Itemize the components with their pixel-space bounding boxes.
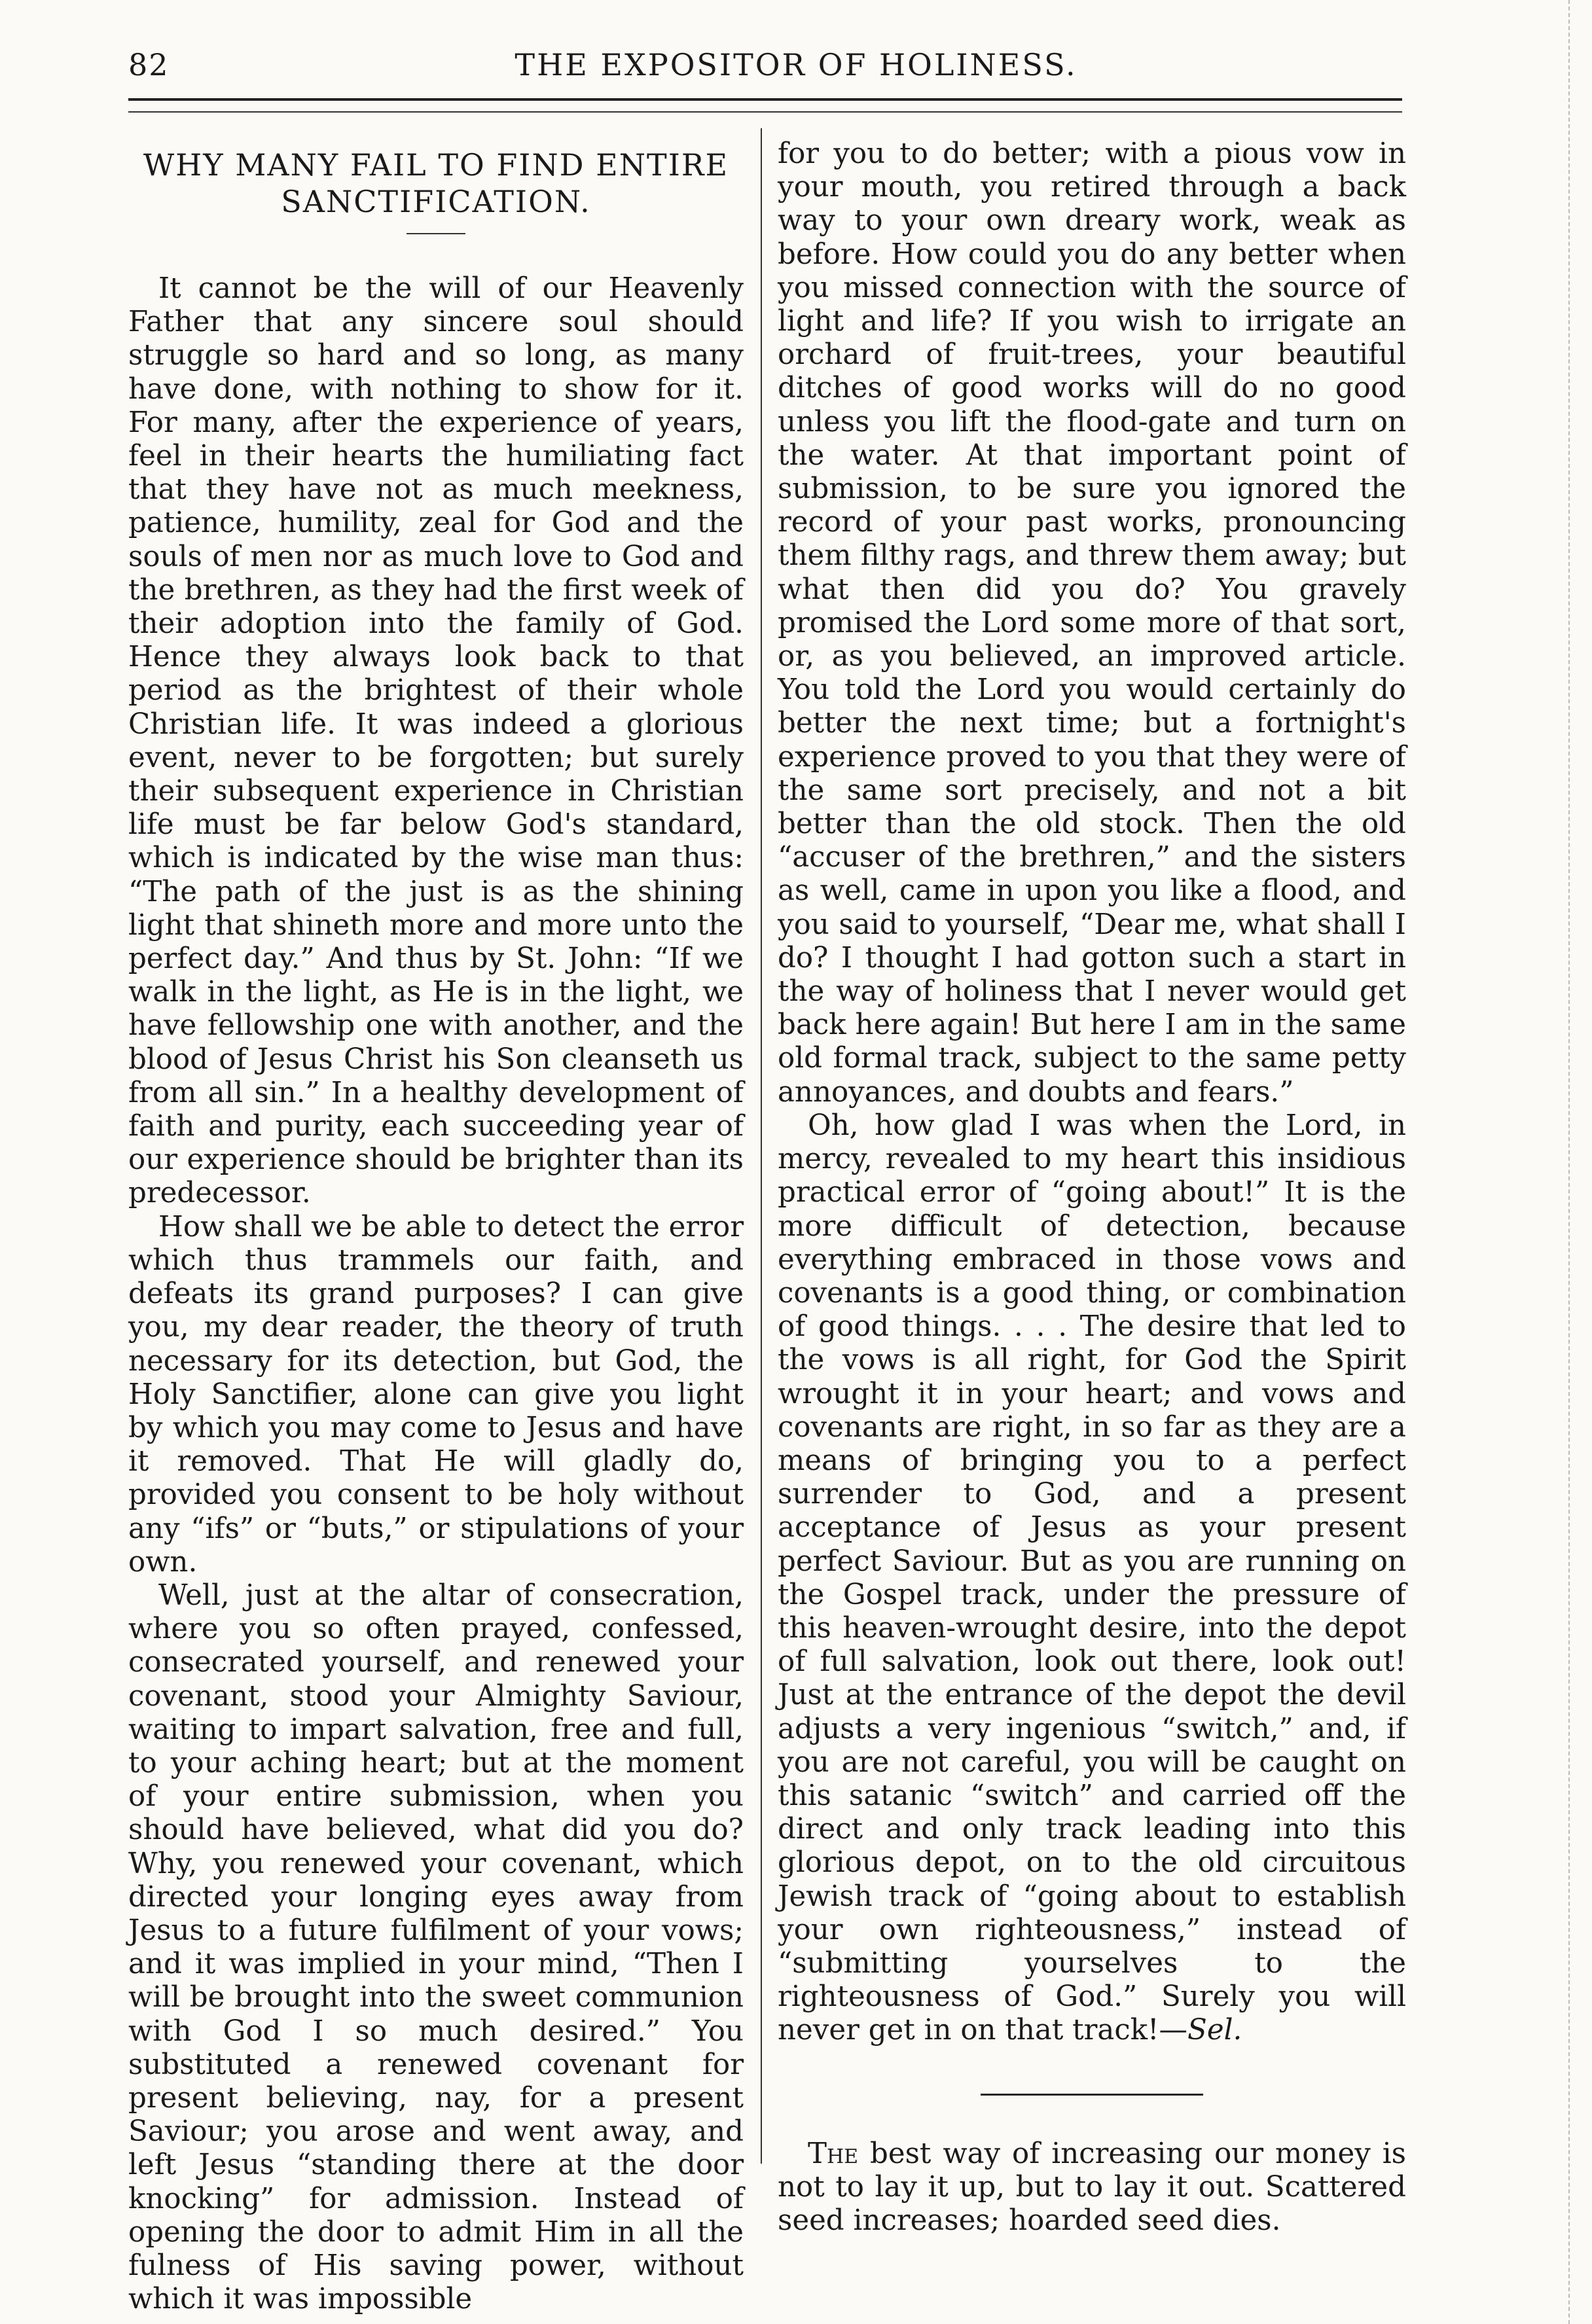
- article-paragraph: [778, 1109, 1406, 2048]
- article-paragraph-text: Oh, how glad I was when the Lord, in mercy, revealed to my heart this insidious practical error of “going about!” It is the more difficult of detection, because everything embraced in those vows and covenants is a good thing, or combination of good things. . . . The desire that led to the vows is all right, for God the Spirit wrought it in your heart; and vows and covenants are right, in so far as they are a means of bringing you to a perfect surrender to God, and a present acceptance of Jesus as your present perfect Saviour. But as you are running on the Gospel track, under the pressure of this heaven-wrought desire, into the depot of full salvation, look out there, look out! Just at the entrance of the depot the devil adjusts a very ingenious “switch,” and, if you are not careful, you will be caught on this satanic “switch” and carried off the direct and only track leading into this glorious depot, on to the old circuitous Jewish track of “going about to establish your own righteousness,” instead of “submitting yourselves to the righteousness of God.” Surely you will never get in on that track!—: [778, 1109, 1406, 2047]
- section-separator: [981, 2094, 1203, 2096]
- column-divider: [761, 128, 762, 2164]
- left-column: [128, 137, 744, 2316]
- article-paragraph: Well, just at the altar of consecration, where you so often prayed, confessed, consecrated yourself, and renewed your covenant, stood your Almighty Saviour, waiting to impart salvation, free and full, to your aching heart; but at the moment of your entire submission, when you should have believed, what did you do? Why, you renewed your covenant, which directed your longing eyes away from Jesus to a future fulfilment of your vows; and it was implied in your mind, “Then I will be brought into the sweet communion with God I so much desired.” You substituted a renewed covenant for present believing, nay, for a present Saviour; you arose and went away, and left Jesus “standing there at the door knocking” for admission. Instead of opening the door to admit Him in all the fulness of His saving power, without which it was impossible: [128, 1579, 744, 2316]
- page-number: 82: [128, 47, 170, 82]
- article-paragraph: How shall we be able to detect the error which thus trammels our faith, and defeats its grand purposes? I can give you, my dear reader, the theory of truth necessary for its detection, but God, the Holy Sanctifier, alone can give you light by which you may come to Jesus and have it removed. That He will gladly do, provided you consent to be holy without any “ifs” or “buts,” or stipulations of your own.: [128, 1210, 744, 1579]
- journal-title: THE EXPOSITOR OF HOLINESS.: [515, 47, 1077, 82]
- header-rule-thin: [128, 111, 1402, 113]
- title-rule: [407, 233, 465, 234]
- filler-text: best way of increasing our money is not to lay it up, but to lay it out. Scattered seed increases; hoarded seed dies.: [778, 2137, 1406, 2237]
- header-rule: [128, 98, 1402, 101]
- article-signature: Sel.: [1187, 2014, 1242, 2047]
- article-title-line2: SANCTIFICATION.: [281, 184, 591, 219]
- article-title: [128, 147, 744, 220]
- filler-lead-word: The: [808, 2137, 859, 2170]
- page-edge: [1568, 0, 1572, 2324]
- article-paragraph-continued: for you to do better; with a pious vow in your mouth, you retired through a back way to your own dreary work, weak as before. How could you do any better when you missed connection with the source of light and life? If you wish to irrigate an orchard of fruit-trees, your beautiful ditches of good works will do no good unless you lift the flood-gate and turn on the water. At that important point of submission, to be sure you ignored the record of your past works, pronouncing them filthy rags, and threw them away; but what then did you do? You gravely promised the Lord some more of that sort, or, as you believed, an improved article. You told the Lord you would certainly do better the next time; but a fortnight's experience proved to you that they were of the same sort precisely, and not a bit better than the old stock. Then the old “accuser of the brethren,” and the sisters as well, came in upon you like a flood, and you said to yourself, “Dear me, what shall I do? I thought I had gotton such a start in the way of holiness that I never would get back here again! But here I am in the same old formal track, subject to the same petty annoyances, and doubts and fears.”: [778, 137, 1406, 1109]
- right-column: [778, 137, 1406, 2238]
- article-paragraph: It cannot be the will of our Heavenly Father that any sincere soul should struggle so hard and so long, as many have done, with nothing to show for it. For many, after the experience of years, feel in their hearts the humiliating fact that they have not as much meekness, patience, humility, zeal for God and the souls of men nor as much love to God and the brethren, as they had the first week of their adoption into the family of God. Hence they always look back to that period as the brightest of their whole Christian life. It was indeed a glorious event, never to be forgotten; but surely their subsequent experience in Christian life must be far below God's standard, which is indicated by the wise man thus: “The path of the just is as the shining light that shineth more and more unto the perfect day.” And thus by St. John: “If we walk in the light, as He is in the light, we have fellowship one with another, and the blood of Jesus Christ his Son cleanseth us from all sin.” In a healthy development of faith and purity, each succeeding year of our experience should be brighter than its predecessor.: [128, 272, 744, 1210]
- article-title-line1: WHY MANY FAIL TO FIND ENTIRE: [143, 147, 729, 183]
- filler-paragraph: [778, 2137, 1406, 2238]
